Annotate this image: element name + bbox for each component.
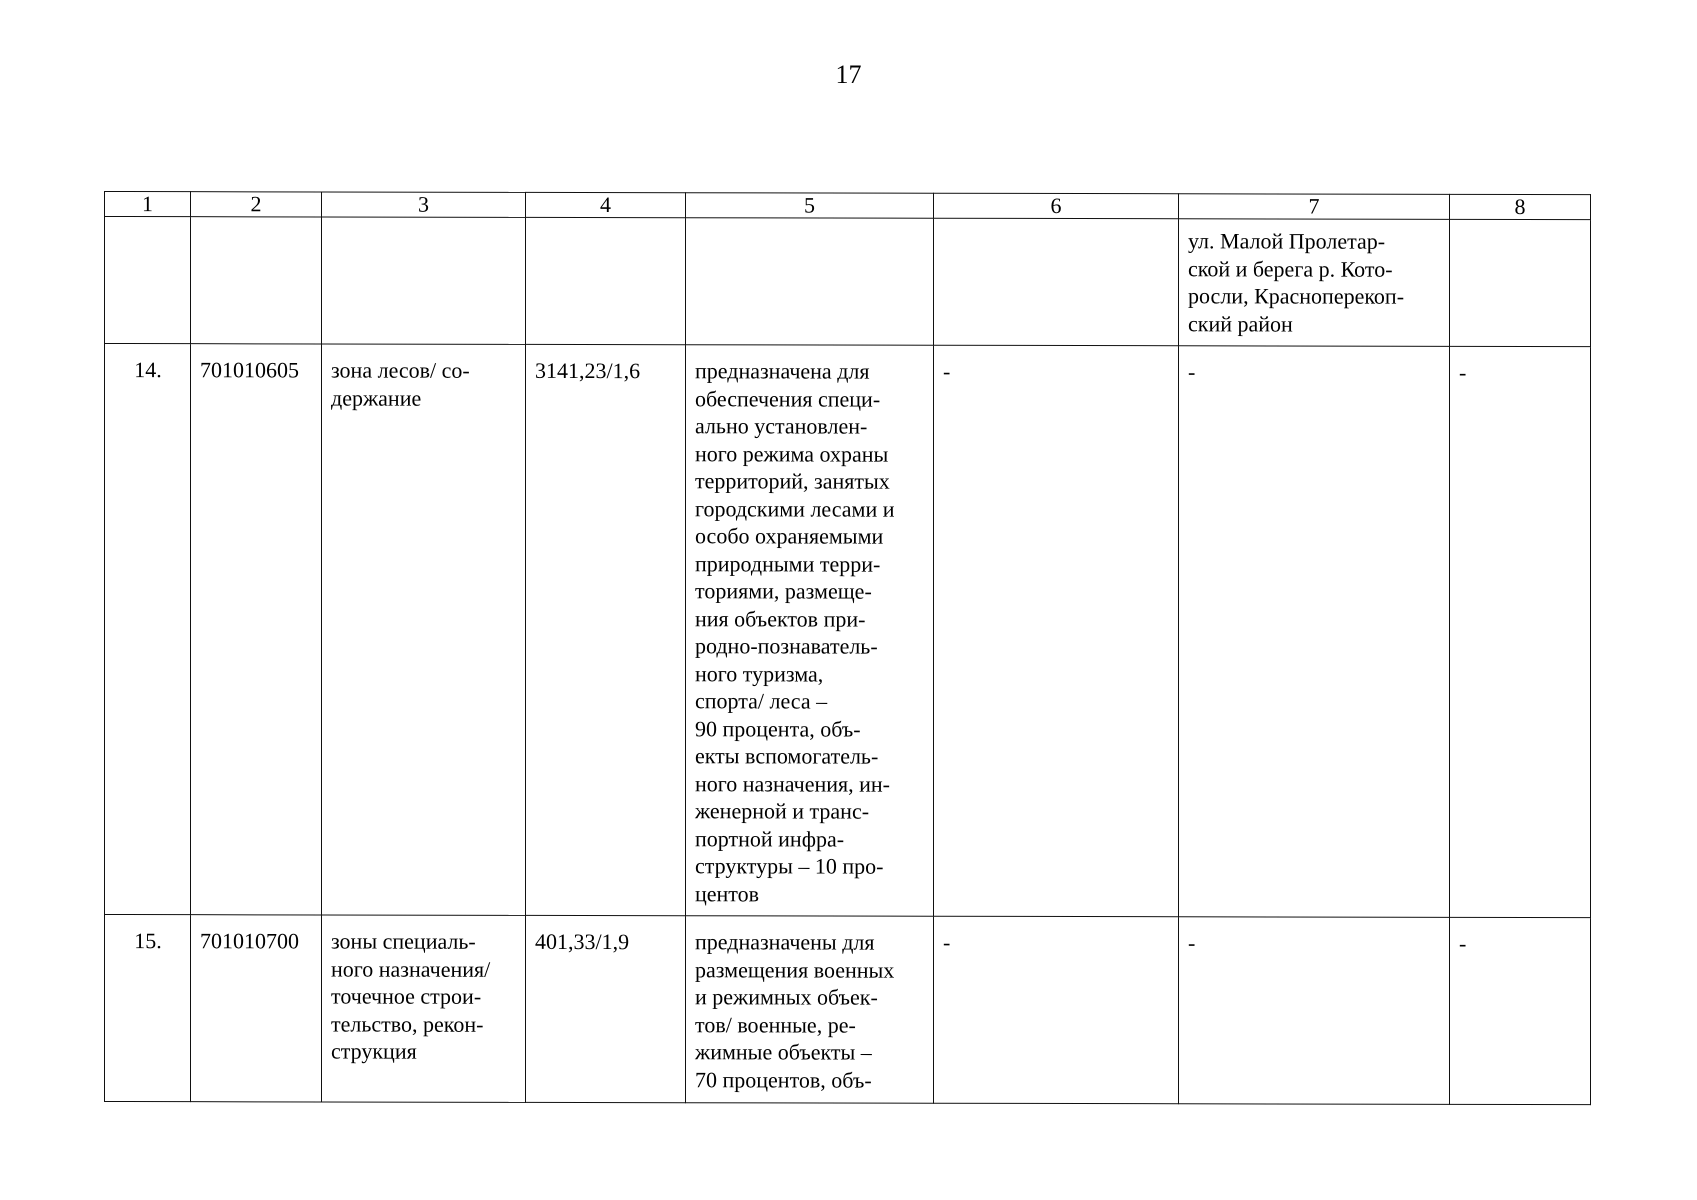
- location-text: ул. Малой Пролетар- ской и берега р. Кото- росли, Красноперекоп- ский район: [1188, 228, 1405, 336]
- header-col-7: 7: [1179, 194, 1450, 220]
- purpose-text: предназначены для размещения военных и режимных объек- тов/ военные, ре- жимные объекты – 70 процентов, объ-: [695, 929, 895, 1093]
- cell-zone-name: [322, 915, 526, 1102]
- cell-empty: [934, 218, 1179, 346]
- table-row: [105, 344, 1591, 918]
- cell-area: 401,33/1,9: [526, 915, 686, 1102]
- cell-empty: [105, 217, 191, 344]
- header-col-5: 5: [686, 193, 934, 219]
- cell-empty: [322, 217, 526, 344]
- header-col-2: 2: [191, 192, 322, 217]
- cell-empty: [686, 218, 934, 346]
- page-number: 17: [835, 60, 862, 89]
- zone-name-text: зона лесов/ со- держание: [331, 357, 470, 411]
- header-col-3: 3: [322, 192, 526, 217]
- cell-empty: [1450, 219, 1591, 346]
- cell-purpose: [686, 916, 934, 1104]
- cell-zone-code: 701010605: [191, 344, 322, 915]
- cell-col-8: -: [1450, 346, 1591, 917]
- header-row: [105, 192, 1591, 220]
- cell-col-6: -: [934, 345, 1179, 917]
- cell-area: 3141,23/1,6: [526, 344, 686, 915]
- header-col-1: 1: [105, 192, 191, 217]
- cell-zone-code: 701010700: [191, 915, 322, 1102]
- zones-table: [104, 191, 1591, 1105]
- cell-zone-name: [322, 344, 526, 915]
- cell-empty: [191, 217, 322, 344]
- cell-col-7: -: [1179, 917, 1450, 1105]
- header-col-4: 4: [526, 192, 686, 217]
- cell-empty: [526, 217, 686, 344]
- header-col-6: 6: [934, 193, 1179, 219]
- header-col-8: 8: [1450, 194, 1591, 219]
- table-row: [105, 915, 1591, 1105]
- purpose-text: предназначена для обеспечения специ- ально установлен- ного режима охраны территорий, занятых городскими лесами и особо охраняемыми природными терри- ториями, размеще- ния объектов при- родно-познаватель- ного туризма, спорта/ леса – 90 процента, объ- екты вспомогатель- ного назначения, ин- женерной и транс- портной инфра- структуры – 10 про- центов: [695, 358, 895, 906]
- zone-name-text: зоны специаль- ного назначения/ точечное строи- тельство, рекон- струкция: [331, 928, 491, 1064]
- cell-col-7: -: [1179, 346, 1450, 918]
- cell-col-8: -: [1450, 917, 1591, 1104]
- cell-row-number: 15.: [105, 915, 191, 1102]
- cell-purpose: [686, 345, 934, 917]
- cell-col-6: -: [934, 916, 1179, 1104]
- cell-row-number: 14.: [105, 344, 191, 915]
- continuation-row: [105, 217, 1591, 347]
- cell-location-continuation: [1179, 219, 1450, 347]
